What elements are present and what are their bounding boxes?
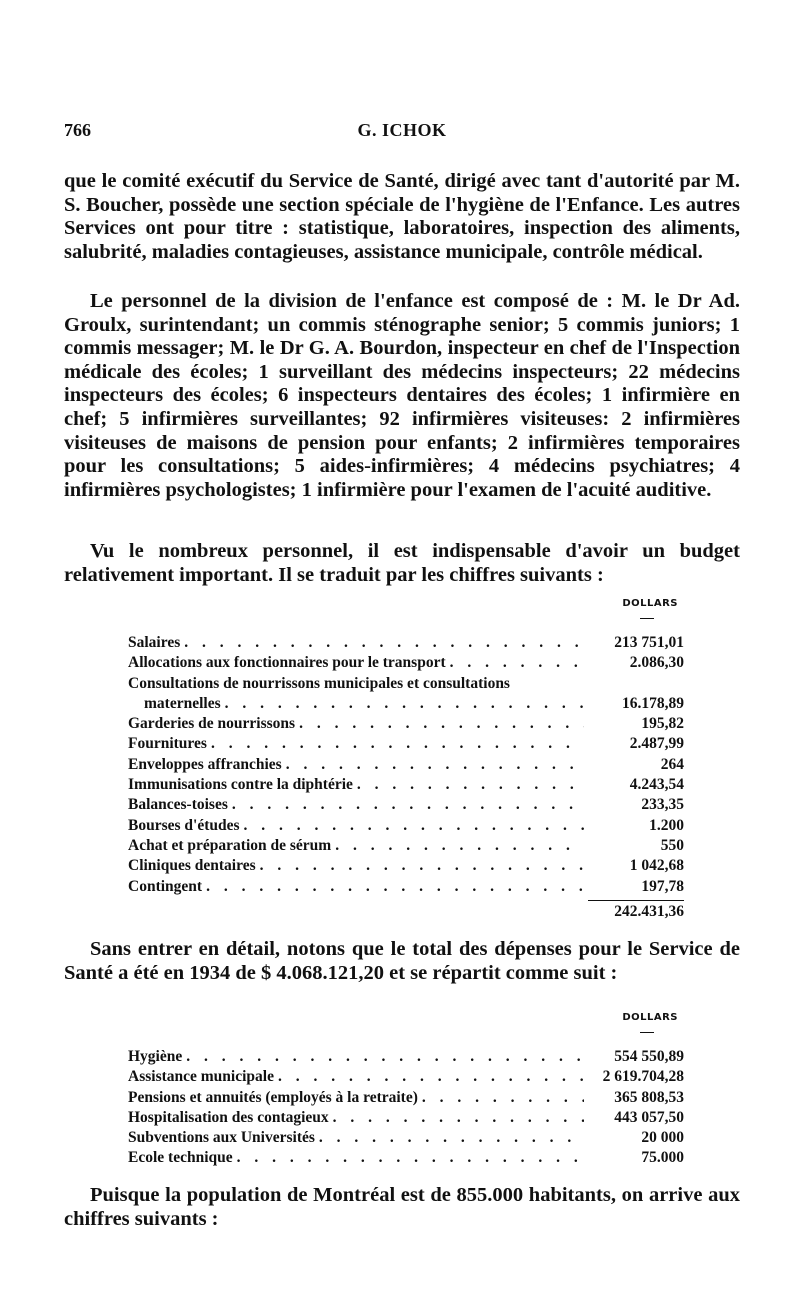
paragraph-2-text: Le personnel de la division de l'enfance est composé de : M. le Dr Ad. Groulx, surintendant; un commis sténographe senior; 5 commis juniors; 1 commis messager; M. le Dr G. A. Bourdon, inspecteur en chef de l'Inspection médicale des écoles; 1 surveillant des médecins inspecteurs; 22 médecins inspecteurs des écoles; 6 inspecteurs dentaires des écoles; 1 infirmière en chef; 5 infirmières surveillantes; 92 infirmières visiteuses: 2 infirmières visiteuses de maisons de pension pour enfants; 2 infirmières temporaires pour les consultations; 5 aides-infirmières; 4 médecins psychiatres; 4 infirmières psychologistes; 1 infirmière pour l'examen de l'acuité auditive. xyxy=(64,290,740,501)
row-label: Garderies de nourrissons xyxy=(128,715,296,733)
row-amount: 1.200 xyxy=(649,816,684,834)
row-amount: 20 000 xyxy=(641,1129,684,1147)
row-label: Achat et préparation de sérum xyxy=(128,836,332,854)
table2-header-rule xyxy=(640,1032,654,1033)
row-amount: 16.178,89 xyxy=(622,694,684,712)
dot-leader xyxy=(357,776,584,794)
table2-dollars-heading: DOLLARS xyxy=(622,1012,678,1023)
row-label: Consultations de nourrissons municipales et consultations xyxy=(128,674,510,692)
row-amount: 195,82 xyxy=(641,715,684,733)
row-label: Salaires xyxy=(128,634,181,651)
paragraph-2 xyxy=(64,290,740,502)
row-label: Contingent xyxy=(128,877,203,895)
row-amount: 443 057,50 xyxy=(614,1108,684,1126)
paragraph-1-text: que le comité exécutif du Service de Santé, dirigé avec tant d'autorité par M. S. Boucher, possède une section spéciale de l'hygiène de l'Enfance. Les autres Services ont pour titre : statistique, laboratoires, inspection des aliments, salubrité, maladies contagieuses, assistance municipale, contrôle médical. xyxy=(64,170,740,263)
row-amount: 365 808,53 xyxy=(614,1088,684,1106)
paragraph-5-text: Puisque la population de Montréal est de 855.000 habitants, on arrive aux chiffres suivants : xyxy=(64,1184,740,1230)
row-label: Allocations aux fonctionnaires pour le transport xyxy=(128,654,446,672)
table-row xyxy=(128,776,684,796)
row-amount: 554 550,89 xyxy=(614,1048,684,1065)
dot-leader xyxy=(184,634,584,652)
table-row xyxy=(128,837,684,857)
page-number: 766 xyxy=(64,120,91,140)
table-row xyxy=(128,634,684,654)
row-amount: 4.243,54 xyxy=(629,776,684,794)
table1-header-rule xyxy=(640,618,654,619)
dot-leader xyxy=(232,796,584,814)
table1-column-header xyxy=(128,598,684,634)
page-header xyxy=(64,120,740,144)
dot-leader xyxy=(211,735,584,753)
row-label: Enveloppes affranchies xyxy=(128,755,282,773)
table-row xyxy=(128,878,684,898)
table-row xyxy=(128,1048,684,1068)
row-label: Bourses d'études xyxy=(128,816,240,834)
table-row xyxy=(128,756,684,776)
paragraph-3 xyxy=(64,540,740,587)
dot-leader xyxy=(225,695,584,713)
row-label: Hospitalisation des contagieux xyxy=(128,1108,329,1126)
dot-leader xyxy=(422,1089,584,1107)
row-label: Fournitures xyxy=(128,735,207,753)
table-row xyxy=(128,1129,684,1149)
dot-leader xyxy=(335,837,584,855)
dot-leader xyxy=(333,1109,584,1127)
row-label: Pensions et annuités (employés à la retraite) xyxy=(128,1088,418,1106)
table-row xyxy=(128,1109,684,1129)
table1-total: 242.431,36 xyxy=(614,902,684,920)
dot-leader xyxy=(237,1149,584,1167)
dot-leader xyxy=(299,715,584,733)
row-label: Assistance municipale xyxy=(128,1068,274,1086)
row-amount: 2 619.704,28 xyxy=(602,1068,684,1086)
row-label: Subventions aux Universités xyxy=(128,1129,315,1147)
row-label: Hygiène xyxy=(128,1048,183,1065)
paragraph-4-text: Sans entrer en détail, notons que le total des dépenses pour le Service de Santé a été en 1934 de $ 4.068.121,20 et se répartit comme suit : xyxy=(64,938,740,984)
paragraph-1 xyxy=(64,170,740,264)
table-row xyxy=(128,715,684,735)
dot-leader xyxy=(186,1048,584,1066)
table-row xyxy=(128,654,684,674)
dot-leader xyxy=(278,1068,584,1086)
paragraph-4 xyxy=(64,938,740,985)
row-amount: 233,35 xyxy=(641,796,684,814)
row-amount: 213 751,01 xyxy=(614,634,684,651)
row-amount: 2.487,99 xyxy=(629,735,684,753)
running-title-author: G. ICHOK xyxy=(357,120,447,140)
dot-leader xyxy=(244,817,584,835)
table-row xyxy=(128,735,684,755)
budget-table-sante xyxy=(128,1012,684,1170)
paragraph-5 xyxy=(64,1184,740,1231)
row-label: Balances-toises xyxy=(128,796,228,814)
dot-leader xyxy=(206,878,584,896)
table-row xyxy=(128,1149,684,1169)
row-amount: 197,78 xyxy=(641,877,684,895)
table-row xyxy=(128,817,684,837)
row-amount: 264 xyxy=(660,755,684,773)
table-row xyxy=(128,1089,684,1109)
table1-dollars-heading: DOLLARS xyxy=(622,598,678,609)
dot-leader xyxy=(260,857,584,875)
table-row xyxy=(128,1068,684,1088)
table-row xyxy=(128,695,684,715)
row-label: Cliniques dentaires xyxy=(128,857,256,875)
paragraph-3-text: Vu le nombreux personnel, il est indispensable d'avoir un budget relativement important. Il se traduit par les chiffres suivants : xyxy=(64,540,740,586)
table-row xyxy=(128,796,684,816)
dot-leader xyxy=(286,756,584,774)
row-label: Immunisations contre la diphtérie xyxy=(128,776,353,794)
row-amount: 550 xyxy=(660,836,684,854)
row-amount: 1 042,68 xyxy=(629,857,684,875)
table-row xyxy=(128,857,684,877)
table2-column-header xyxy=(128,1012,684,1048)
table-row xyxy=(128,675,684,695)
dot-leader xyxy=(319,1129,584,1147)
row-amount: 2.086,30 xyxy=(629,654,684,672)
row-label: maternelles xyxy=(144,694,221,712)
row-amount: 75.000 xyxy=(641,1149,684,1167)
dot-leader xyxy=(450,654,584,672)
row-label: Ecole technique xyxy=(128,1149,233,1167)
budget-table-enfance xyxy=(128,598,684,925)
